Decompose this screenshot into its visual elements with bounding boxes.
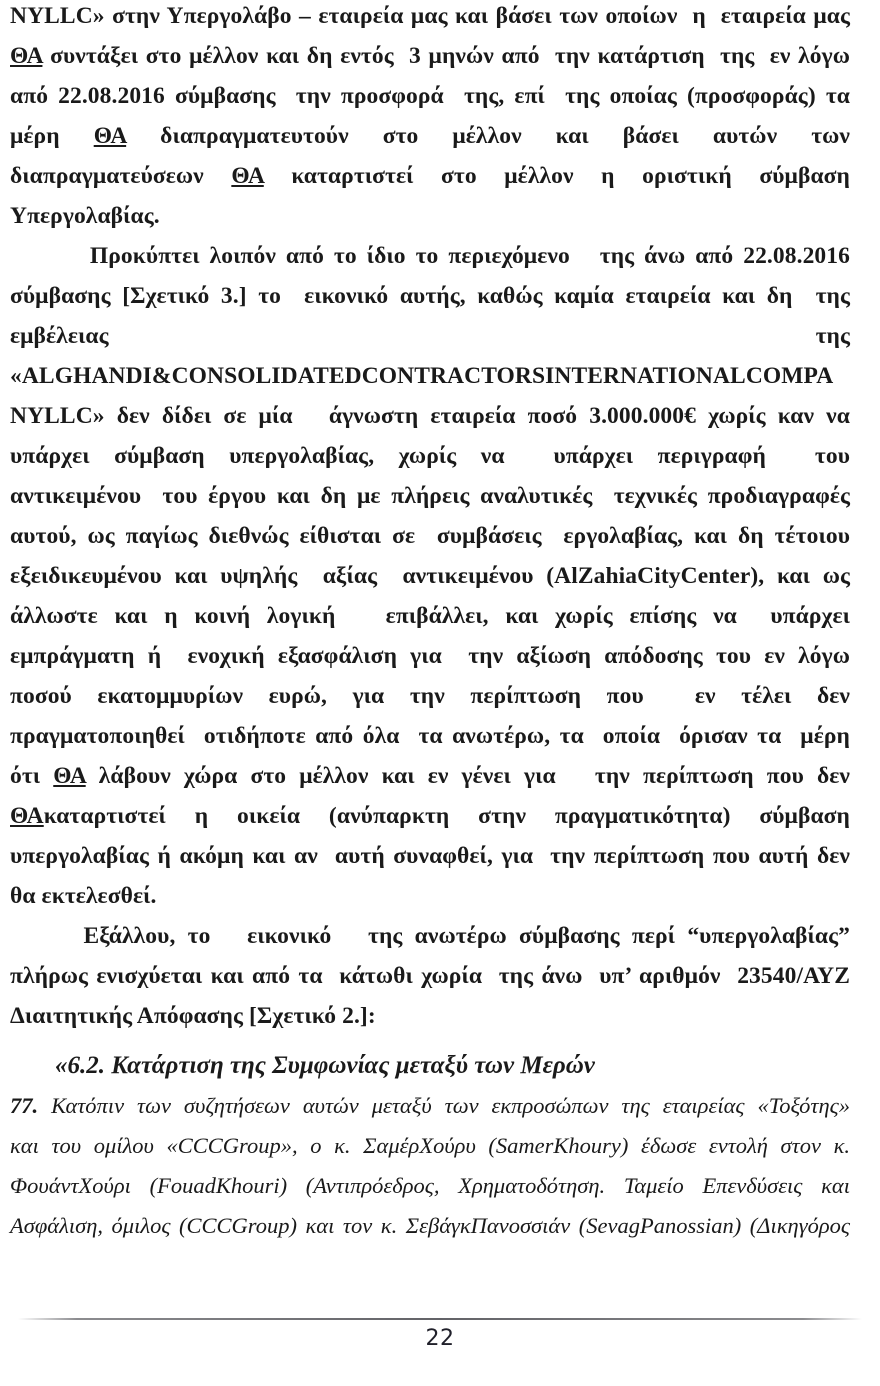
- emphasis-tha: ΘΑ: [231, 163, 264, 189]
- text-line: Προκύπτει λοιπόν από το ίδιο το περιεχόμενο της άνω από 22.08.2016: [10, 243, 850, 269]
- page-number: 22: [425, 1326, 455, 1351]
- text-line: ποσού εκατομμυρίων ευρώ, για την περίπτωση που εν τέλει δεν: [10, 683, 850, 709]
- quoted-text-line: Ασφάλιση, όμιλος (CCCGroup) και τον κ. ΣεβάγκΠανοσσιάν (SevagPanossian) (Δικηγόρος: [10, 1213, 850, 1238]
- text-line: πλήρως ενισχύεται και από τα κάτωθι χωρία της άνω υπ’ αριθμόν 23540/ΑΥΖ: [10, 963, 850, 989]
- text-line-pre: ότι: [10, 763, 54, 789]
- text-line-rest: καταρτιστεί στο μέλλον η οριστική σύμβαση: [263, 163, 850, 189]
- quoted-text-line: ΦουάντΧούρι (FouadKhouri) (Αντιπρόεδρος, Χρηματοδότηση. Ταμείο Επενδύσεις και: [10, 1173, 850, 1198]
- text-line: [10, 796, 850, 836]
- text-line: εμπράγματη ή ενοχική εξασφάλιση για την αξίωση απόδοσης του εν λόγω: [10, 643, 850, 669]
- text-line-rest: λάβουν χώρα στο μέλλον και εν γένει για την περίπτωση που δεν: [85, 763, 850, 789]
- emphasis-tha: ΘΑ: [10, 803, 44, 829]
- text-line: [10, 116, 850, 156]
- emphasis-tha: ΘΑ: [10, 43, 43, 69]
- text-line: εμβέλειας της: [10, 323, 850, 349]
- text-line: από 22.08.2016 σύμβασης την προσφορά της, επί της οποίας (προσφοράς) τα: [10, 83, 850, 109]
- quoted-text-line: και του ομίλου «CCCGroup», ο κ. ΣαμέρΧούρυ (SamerKhoury) έδωσε εντολή στον κ.: [10, 1133, 850, 1158]
- text-line: [10, 756, 850, 796]
- text-line-pre: μέρη: [10, 123, 94, 149]
- text-line-rest: συντάξει στο μέλλον και δη εντός 3 μηνών από την κατάρτιση της εν λόγω: [42, 43, 850, 69]
- text-line-pre: διαπραγματεύσεων: [10, 163, 232, 189]
- text-line-rest: καταρτιστεί η οικεία (ανύπαρκτη στην πραγματικότητα) σύμβαση: [43, 803, 850, 829]
- text-line: σύμβασης [Σχετικό 3.] το εικονικό αυτής, καθώς καμία εταιρεία και δη της: [10, 283, 850, 309]
- text-line: αυτού, ως παγίως διεθνώς είθισται σε συμβάσεις εργολαβίας, και δη τέτοιου: [10, 523, 850, 549]
- quoted-paragraph-number: 77.: [10, 1093, 39, 1118]
- text-line: Υπεργολαβίας.: [10, 203, 160, 229]
- text-line: αντικειμένου του έργου και δη με πλήρεις αναλυτικές τεχνικές προδιαγραφές: [10, 483, 850, 509]
- text-line: NYLLC» στην Υπεργολάβο – εταιρεία μας και βάσει των οποίων η εταιρεία μας: [10, 3, 850, 29]
- text-line: πραγματοποιηθεί οτιδήποτε από όλα τα ανωτέρω, τα οποία όρισαν τα μέρη: [10, 723, 850, 749]
- text-line: υπεργολαβίας ή ακόμη και αν αυτή συναφθεί, για την περίπτωση που αυτή δεν: [10, 843, 850, 869]
- footer-separator: [18, 1318, 862, 1320]
- emphasis-tha: ΘΑ: [53, 763, 86, 789]
- text-line-rest: διαπραγματευτούν στο μέλλον και βάσει αυτών των: [126, 123, 850, 149]
- text-line: [10, 156, 850, 196]
- section-spacer: [10, 1036, 850, 1046]
- text-line: [10, 36, 850, 76]
- text-line: εξειδικευμένου και υψηλής αξίας αντικειμένου (AlZahiaCityCenter), και ως: [10, 563, 850, 589]
- emphasis-tha: ΘΑ: [93, 123, 127, 149]
- text-line: Διαιτητικής Απόφασης [Σχετικό 2.]:: [10, 1003, 376, 1029]
- text-line: NYLLC» δεν δίδει σε μία άγνωστη εταιρεία ποσό 3.000.000€ χωρίς καν να: [10, 403, 850, 429]
- text-line: άλλωστε και η κοινή λογική επιβάλλει, και χωρίς επίσης να υπάρχει: [10, 603, 850, 629]
- text-line: υπάρχει σύμβαση υπεργολαβίας, χωρίς να υπάρχει περιγραφή του: [10, 443, 850, 469]
- body-text-block: [10, 0, 850, 1246]
- quoted-text-line-rest: Κατόπιν των συζητήσεων αυτών μεταξύ των εκπροσώπων της εταιρείας «Τοξότης»: [38, 1093, 850, 1118]
- text-line: «ALGHANDI&CONSOLIDATEDCONTRACTORSINTERNATIONALCOMPA: [10, 363, 834, 389]
- quoted-text-line: [10, 1086, 850, 1126]
- text-line: θα εκτελεσθεί.: [10, 883, 157, 909]
- quoted-section-heading: «6.2. Κατάρτιση της Συμφωνίας μεταξύ των Μερών: [55, 1052, 595, 1079]
- text-line: Εξάλλου, το εικονικό της ανωτέρω σύμβασης περί “υπεργολαβίας”: [10, 923, 851, 949]
